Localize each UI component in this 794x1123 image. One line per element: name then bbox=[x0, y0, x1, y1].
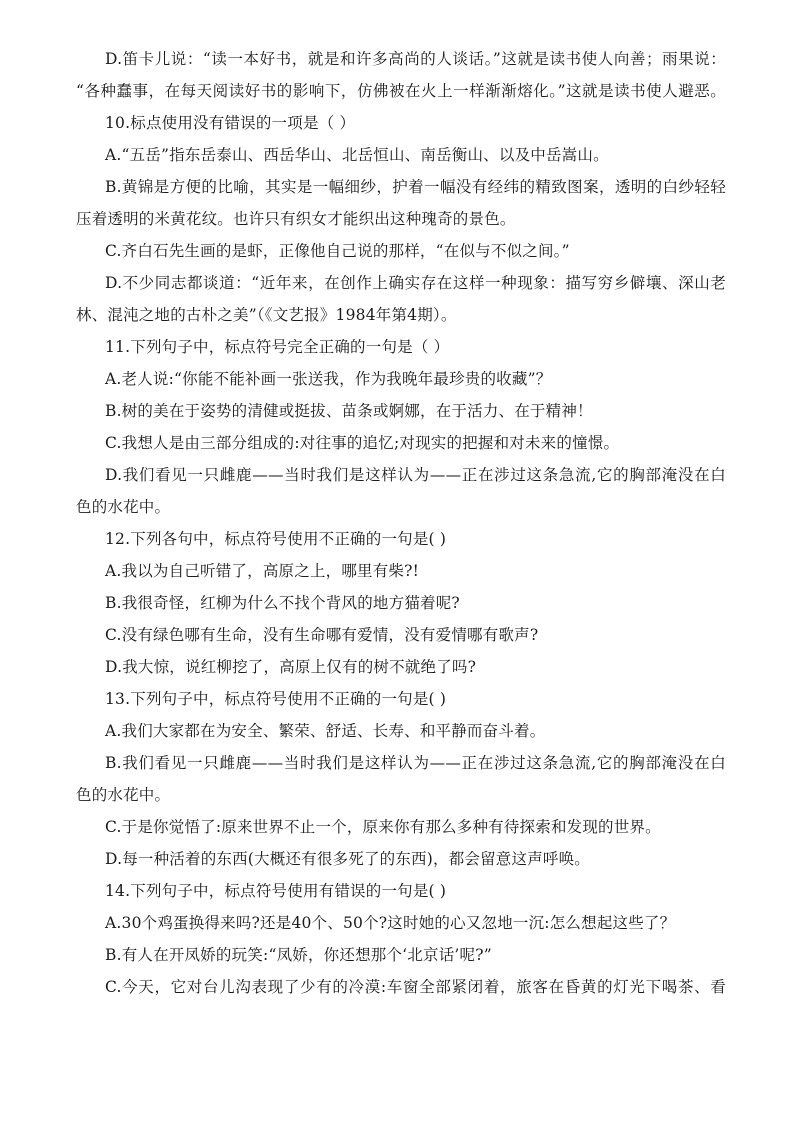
option-continuation: 林、混沌之地的古朴之美”（《文艺报》1984年第4期）。 bbox=[76, 306, 457, 324]
paragraph-line: D.笛卡儿说：“读一本好书，就是和许多高尚的人谈话。”这就是读书使人向善；雨果说： bbox=[105, 50, 726, 68]
option-line: C.齐白石先生画的是虾，正像他自己说的那样，“在似与不似之间。” bbox=[105, 242, 570, 260]
option-line: B.我很奇怪，红柳为什么不找个背风的地方猫着呢? bbox=[105, 594, 460, 612]
paragraph-line: “各种蠢事，在每天阅读好书的影响下，仿佛被在火上一样渐渐熔化。”这就是读书使人避恶。 bbox=[76, 82, 726, 100]
option-line: A.30个鸡蛋换得来吗?还是40个、50个?这时她的心又忽地一沉:怎么想起这些了？ bbox=[105, 914, 676, 932]
option-line: C.于是你觉悟了:原来世界不止一个，原来你有那么多种有待探索和发现的世界。 bbox=[105, 818, 661, 836]
option-line: A.老人说:“你能不能补画一张送我，作为我晚年最珍贵的收藏”？ bbox=[105, 370, 552, 388]
question-10-stem: 10.标点使用没有错误的一项是（ ） bbox=[105, 114, 356, 132]
option-line: C.没有绿色哪有生命，没有生命哪有爱情，没有爱情哪有歌声? bbox=[105, 626, 539, 644]
question-11-stem: 11.下列句子中，标点符号完全正确的一句是（ ） bbox=[105, 338, 450, 356]
option-line: D.不少同志都谈道：“近年来，在创作上确实存在这样一种现象：描写穷乡僻壤、深山老 bbox=[105, 274, 726, 292]
option-line: D.我大惊，说红柳挖了，高原上仅有的树不就绝了吗? bbox=[105, 658, 477, 676]
option-line: C.今天，它对台儿沟表现了少有的冷漠:车窗全部紧闭着，旅客在昏黄的灯光下喝茶、看 bbox=[105, 978, 726, 996]
option-continuation: 色的水花中。 bbox=[76, 498, 171, 516]
option-line: A.我们大家都在为安全、繁荣、舒适、长寿、和平静而奋斗着。 bbox=[105, 722, 546, 740]
question-14-stem: 14.下列句子中，标点符号使用有错误的一句是( ) bbox=[105, 882, 447, 900]
option-line: A.“五岳”指东岳泰山、西岳华山、北岳恒山、南岳衡山、以及中岳嵩山。 bbox=[105, 146, 609, 164]
option-line: B.树的美在于姿势的清健或挺拔、苗条或婀娜，在于活力、在于精神！ bbox=[105, 402, 593, 420]
option-continuation: 色的水花中。 bbox=[76, 786, 171, 804]
option-line: B.有人在开凤娇的玩笑:“凤娇，你还想那个‘北京话’呢?” bbox=[105, 946, 492, 964]
option-line: B.我们看见一只雌鹿——当时我们是这样认为——正在涉过这条急流,它的胸部淹没在白 bbox=[105, 754, 726, 772]
option-line: B.黄锦是方便的比喻，其实是一幅细纱，护着一幅没有经纬的精致图案，透明的白纱轻轻 bbox=[105, 178, 726, 196]
option-line: D.我们看见一只雌鹿——当时我们是这样认为——正在涉过这条急流,它的胸部淹没在白 bbox=[105, 466, 726, 484]
option-line: A.我以为自己听错了，高原之上，哪里有柴?! bbox=[105, 562, 420, 580]
question-13-stem: 13.下列句子中，标点符号使用不正确的一句是( ) bbox=[105, 690, 447, 708]
option-continuation: 压着透明的米黄花纹。也许只有织女才能织出这种瑰奇的景色。 bbox=[76, 210, 516, 228]
question-12-stem: 12.下列各句中，标点符号使用不正确的一句是( ) bbox=[105, 530, 447, 548]
option-line: C.我想人是由三部分组成的:对往事的追忆;对现实的把握和对未来的憧憬。 bbox=[105, 434, 620, 452]
option-line: D.每一种活着的东西(大概还有很多死了的东西)，都会留意这声呼唤。 bbox=[105, 850, 590, 868]
